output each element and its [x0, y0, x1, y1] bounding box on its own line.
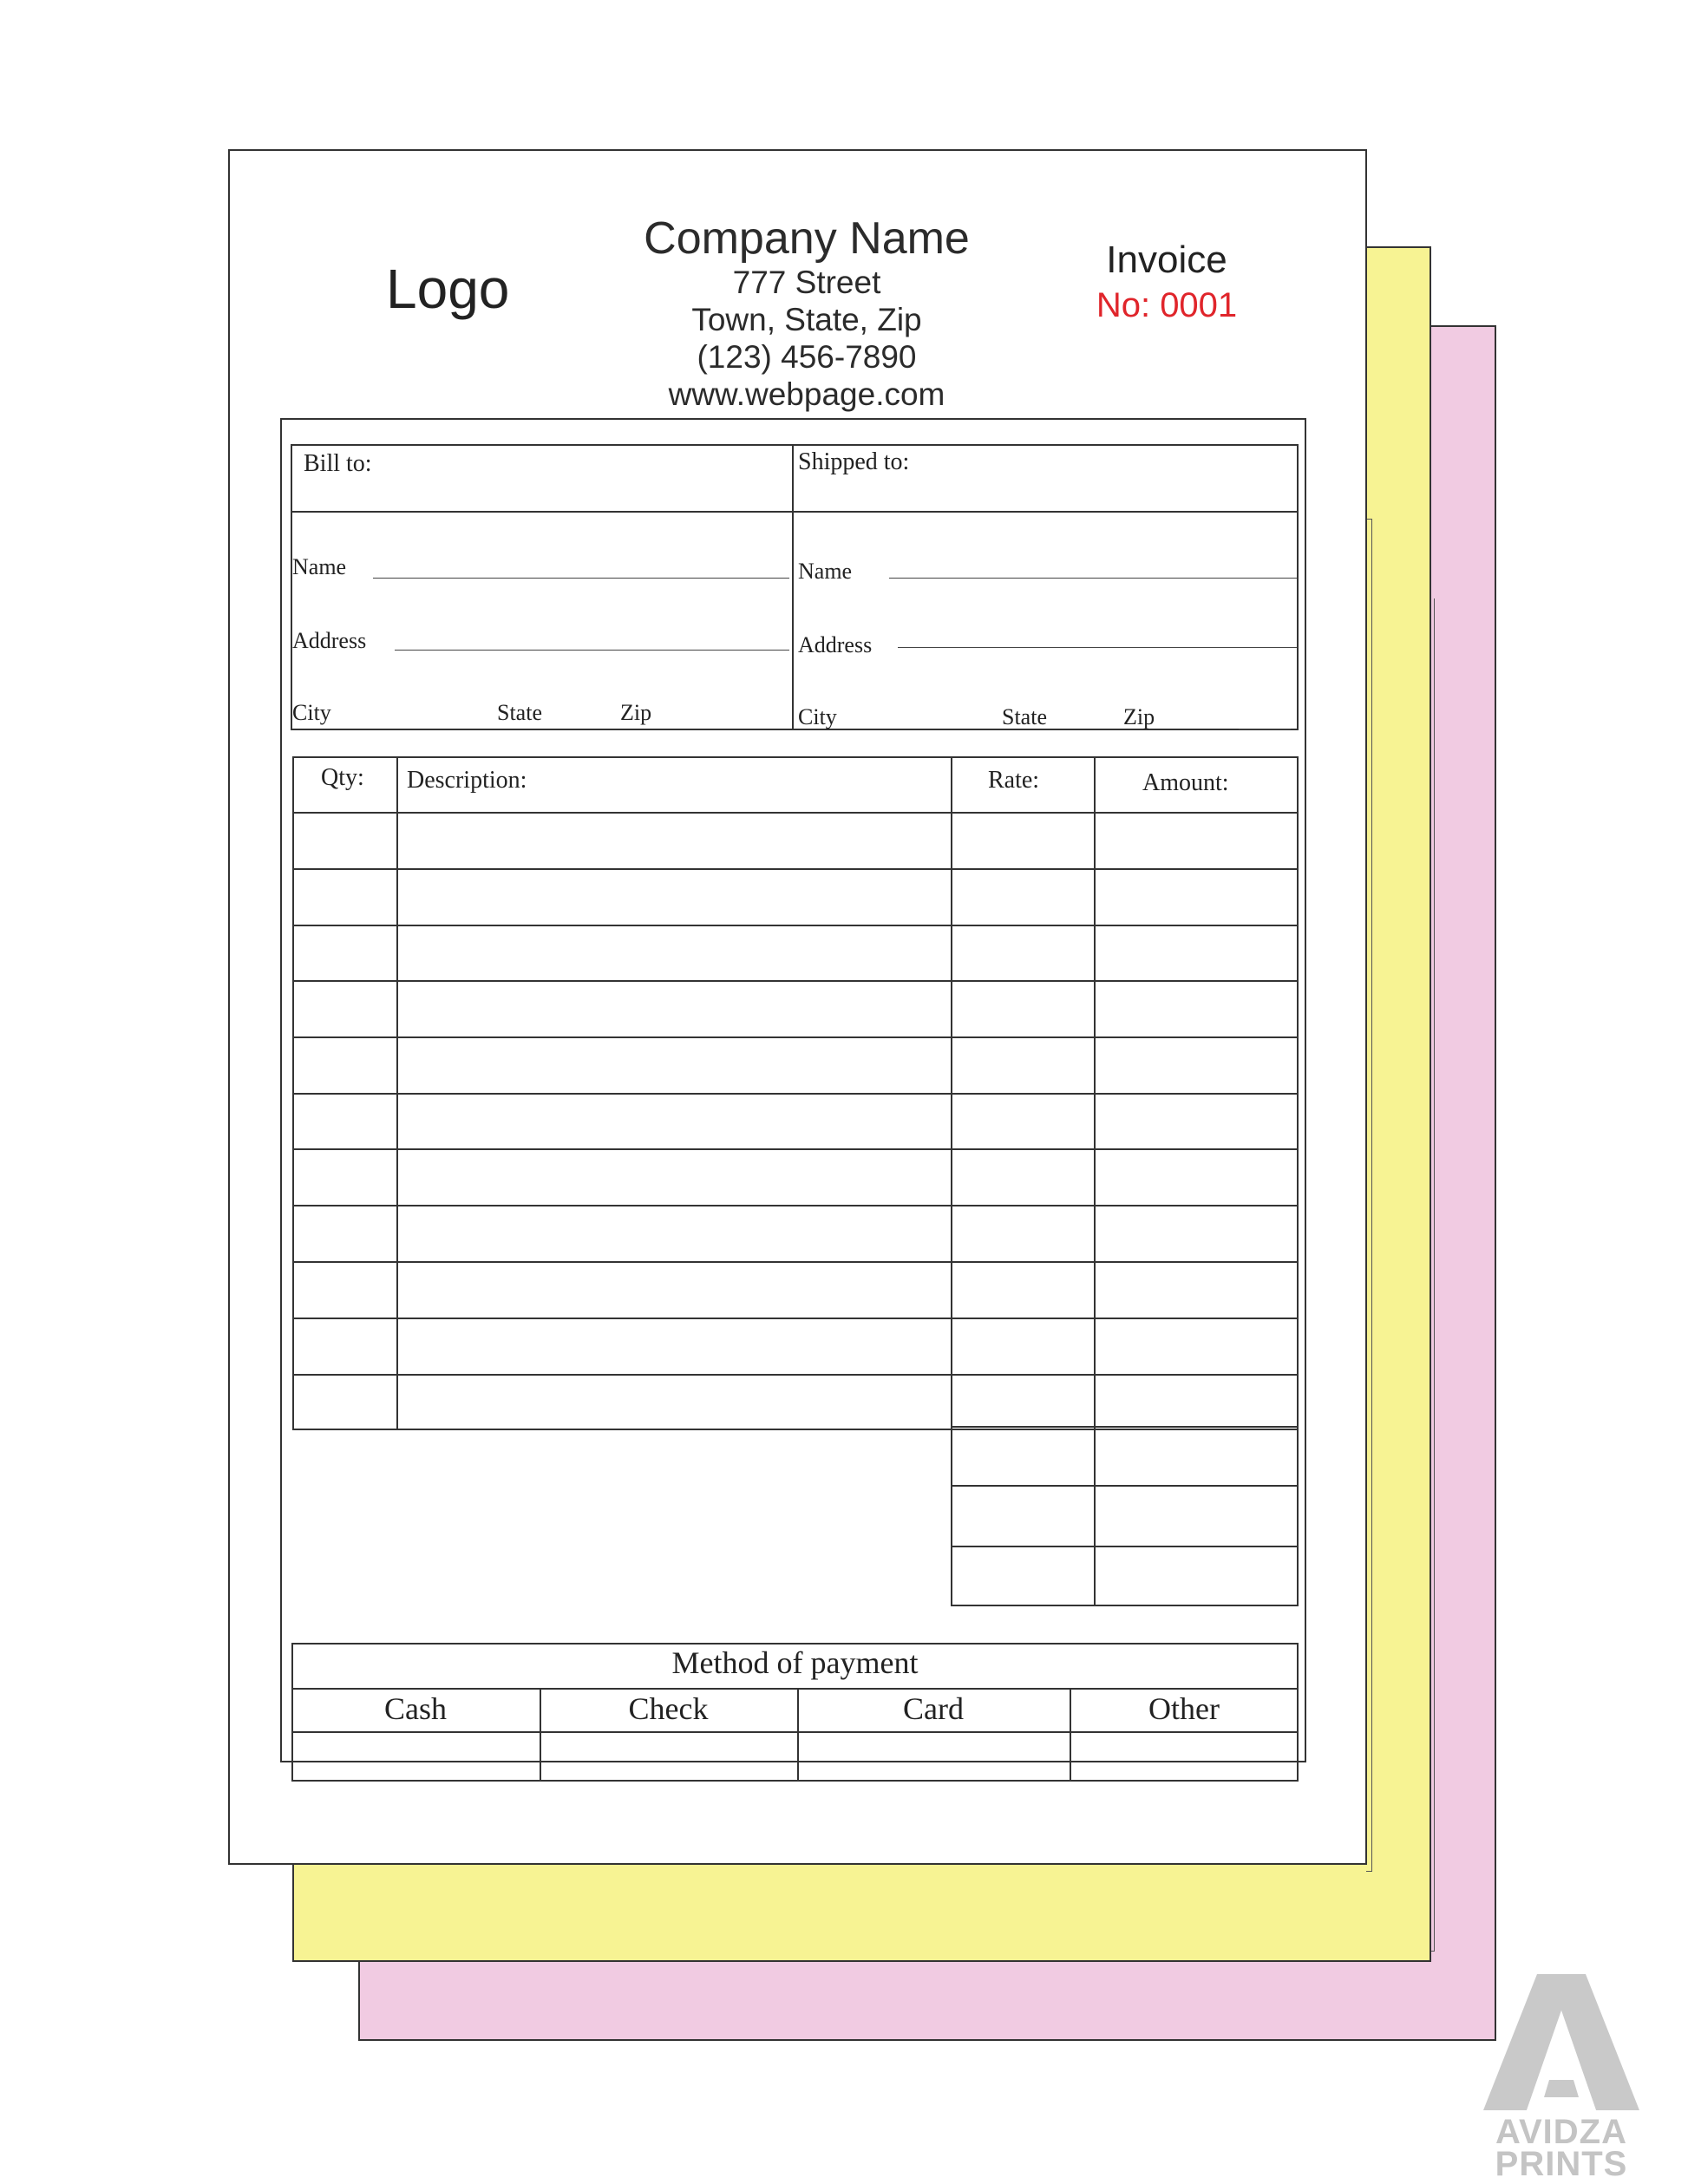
address-heading-rule: [291, 511, 1299, 513]
company-name: Company Name: [644, 213, 970, 264]
ship-address-label: Address: [798, 632, 873, 657]
bill-address-label: Address: [292, 628, 367, 653]
table-row: [292, 1148, 1299, 1150]
invoice-form: [228, 149, 1367, 1865]
avidza-a-icon: [1475, 1967, 1648, 2115]
address-section: [291, 444, 1299, 730]
company-street: 777 Street: [732, 265, 881, 300]
ship-state-label: State: [1002, 704, 1047, 729]
table-row: [292, 1093, 1299, 1095]
company-town: Town, State, Zip: [691, 302, 922, 337]
watermark-line2: PRINTS: [1495, 2145, 1628, 2183]
bill-address-line[interactable]: [395, 650, 789, 651]
qty-header: Qty:: [321, 764, 364, 791]
company-website: www.webpage.com: [668, 376, 945, 412]
bill-state-label: State: [497, 700, 542, 725]
table-row: [292, 1261, 1299, 1263]
bill-name-label: Name: [292, 554, 347, 579]
watermark-line1: AVIDZA: [1495, 2113, 1627, 2151]
amount-header: Amount:: [1142, 769, 1229, 796]
payment-cash[interactable]: Cash: [384, 1691, 447, 1726]
ship-address-line[interactable]: [898, 647, 1297, 648]
bill-zip-label: Zip: [620, 700, 652, 725]
invoice-title: Invoice: [1106, 239, 1227, 281]
logo: Logo: [386, 258, 510, 320]
payment-check[interactable]: Check: [628, 1691, 709, 1726]
table-row: [292, 1318, 1299, 1319]
payment-card[interactable]: Card: [903, 1691, 964, 1726]
payment-other[interactable]: Other: [1148, 1691, 1220, 1726]
invoice-heading: [1037, 238, 1297, 328]
table-row: [292, 1205, 1299, 1206]
table-row: [292, 1374, 1299, 1376]
company-info: [594, 213, 1019, 413]
table-row: [292, 868, 1299, 870]
payment-title-rule: [291, 1688, 1299, 1690]
shipped-to-heading: Shipped to:: [798, 448, 910, 475]
table-row: [292, 980, 1299, 982]
company-phone: (123) 456-7890: [697, 339, 917, 375]
description-header: Description:: [407, 767, 527, 794]
payment-label-rule: [291, 1731, 1299, 1733]
totals-row: [951, 1546, 1299, 1547]
totals-row: [951, 1485, 1299, 1487]
ship-name-line[interactable]: [889, 578, 1297, 579]
pink-ghost-edge: [1431, 598, 1435, 1952]
table-row: [292, 812, 1299, 814]
totals-block: [951, 1426, 1299, 1606]
payment-title: Method of payment: [671, 1645, 919, 1680]
ship-name-label: Name: [798, 559, 853, 584]
bill-city-label: City: [292, 700, 331, 725]
bill-to-heading: Bill to:: [304, 450, 372, 477]
address-divider: [792, 444, 794, 730]
table-row: [292, 925, 1299, 926]
ship-city-label: City: [798, 704, 837, 729]
totals-column-rule: [1094, 1426, 1096, 1606]
invoice-number: No: 0001: [1096, 286, 1238, 324]
avidza-watermark: [1475, 1967, 1648, 2183]
ship-zip-label: Zip: [1123, 704, 1155, 729]
rate-header: Rate:: [988, 767, 1040, 794]
yellow-ghost-edge: [1366, 519, 1372, 1872]
bill-name-line[interactable]: [373, 578, 789, 579]
table-row: [292, 1036, 1299, 1038]
